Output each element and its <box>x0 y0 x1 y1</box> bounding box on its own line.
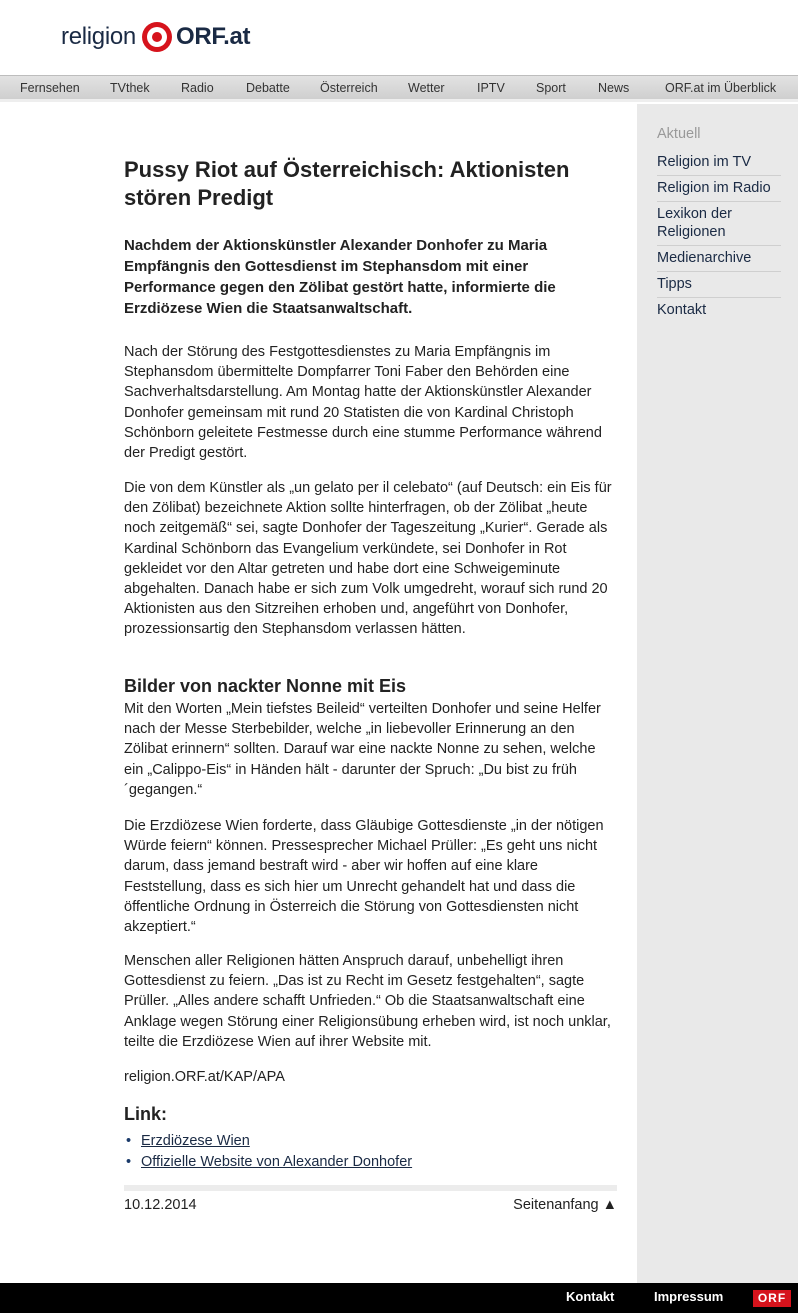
article-paragraph-1: Nach der Störung des Festgottesdienstes zu Maria Empfängnis im Stephansdom übermittelte Dompfarrer Toni Faber den Behörden eine Sachverhaltsdarstellung. Am Montag hatte der Aktionskünstler Alexander Donhofer gemeinsam mit rund 20 Statisten die von Kardinal Christoph Schönborn geleitete Festmesse durch eine stumme Performance während der Predigt gestört. <box>124 344 602 462</box>
list-item <box>124 1131 412 1152</box>
religion-orf-logo[interactable] <box>61 22 250 52</box>
nav-wetter[interactable]: Wetter <box>408 81 445 95</box>
nav-iptv[interactable]: IPTV <box>477 81 505 95</box>
logo-religion-text: religion <box>61 23 136 50</box>
sidebar-item-tipps[interactable]: Tipps <box>657 272 781 298</box>
link-list <box>124 1131 412 1173</box>
article-paragraph-5: Menschen aller Religionen hätten Anspruch darauf, unbehelligt ihren Gottesdienst zu feiern. „Das ist zu Recht im Gesetz festgehalten“, sagte Prüller. „Alles andere schafft Unfrieden.“ Ob die Staatsanwaltschaft eine Anklage wegen Störung einer Religionsübung erheben wird, ist noch unklar, teilte die Erzdiözese Wien auf ihrer Website mit. <box>124 953 611 1050</box>
nav-orf-ueberblick[interactable]: ORF.at im Überblick <box>665 81 777 95</box>
sidebar-item-lexikon[interactable]: Lexikon der Religionen <box>657 202 781 246</box>
footer-kontakt-link[interactable]: Kontakt <box>566 1289 615 1304</box>
sidebar <box>637 104 798 1283</box>
nav-fernsehen[interactable]: Fernsehen <box>20 81 80 95</box>
main-navigation <box>0 75 798 102</box>
article-paragraph-3: Mit den Worten „Mein tiefstes Beileid“ verteilten Donhofer und seine Helfer nach der Messe Sterbebilder, welche „in liebevoller Erinnerung an den Zölibat erinnern“ sollten. Darauf war eine nackte Nonne zu sehen, welche ein „Calippo-Eis“ in Händen hält - darunter der Spruch: „Du bist zu früh´gegangen.“ <box>124 701 601 798</box>
footer-impressum-link[interactable]: Impressum <box>654 1289 724 1304</box>
nav-tvthek[interactable]: TVthek <box>110 81 150 95</box>
nav-radio[interactable]: Radio <box>181 81 214 95</box>
nav-news[interactable]: News <box>598 81 630 95</box>
nav-oesterreich[interactable]: Österreich <box>320 81 378 95</box>
sidebar-item-medienarchive[interactable]: Medienarchive <box>657 246 781 272</box>
nav-sport[interactable]: Sport <box>536 81 566 95</box>
sidebar-item-religion-radio[interactable]: Religion im Radio <box>657 176 781 202</box>
article-paragraph-2: Die von dem Künstler als „un gelato per il celebato“ (auf Deutsch: ein Eis für den Zölibat) bezeichnete Aktion sollte hinterfragen, ob der Zölibat „heute noch zeitgemäß“ sei, sagte Donhofer der Tageszeitung „Kurier“. Gerade als Kardinal Schönborn das Evangelium verkündete, sei Donhofer in Rot gekleidet vor den Altar getreten und habe dort eine Schweigeminute abgehalten. Danach habe er sich zum Volk umgedreht, worauf sich rund 20 Aktionisten aus den Sitzreihen erhoben und, angeführt von Donhofer, prozessionsartig den Stephansdom verlassen hätten. <box>124 480 612 638</box>
article-lead: Nachdem der Aktionskünstler Alexander Donhofer zu Maria Empfängnis den Gottesdienst im Stephansdom mit einer Performance gegen den Zölibat gestört hatte, informierte die Erzdiözese Wien die Staatsanwaltschaft. <box>124 237 556 317</box>
link-donhofer-website[interactable]: Offizielle Website von Alexander Donhofer <box>141 1154 413 1170</box>
orf-logo-badge[interactable]: ORF <box>753 1290 791 1307</box>
site-footer <box>0 1283 798 1313</box>
sidebar-list <box>657 150 781 323</box>
link-erzdioezese-wien[interactable]: Erzdiözese Wien <box>141 1133 250 1149</box>
site-header <box>0 0 798 75</box>
article-footer-divider <box>124 1185 617 1191</box>
nav-debatte[interactable]: Debatte <box>246 81 290 95</box>
article-paragraph-4: Die Erzdiözese Wien forderte, dass Gläubige Gottesdienste „in der nötigen Würde feiern“ können. Pressesprecher Michael Prüller: „Es geht uns nicht darum, dass jemand bestraft wird - aber wir hoffen auf eine klare Feststellung, dass es sich hier um Unrecht gehandelt hat und dass die öffentliche Ordnung in Österreich die Störung von Gottesdiensten nicht akzeptiert.“ <box>124 818 604 936</box>
back-to-top-link[interactable]: Seitenanfang ▲ <box>513 1197 617 1213</box>
article-source: religion.ORF.at/KAP/APA <box>124 1069 285 1085</box>
sidebar-heading: Aktuell <box>657 126 701 142</box>
logo-orf-text: ORF.at <box>175 23 251 50</box>
sidebar-item-religion-tv[interactable]: Religion im TV <box>657 150 781 176</box>
link-heading: Link: <box>124 1104 167 1124</box>
article-subheading: Bilder von nackter Nonne mit Eis <box>124 676 407 696</box>
orf-eye-icon <box>142 22 172 52</box>
sidebar-item-kontakt[interactable]: Kontakt <box>657 302 707 318</box>
list-item <box>124 1152 412 1173</box>
article-title: Pussy Riot auf Österreichisch: Aktionisten stören Predigt <box>124 157 570 210</box>
article-date: 10.12.2014 <box>124 1197 197 1213</box>
